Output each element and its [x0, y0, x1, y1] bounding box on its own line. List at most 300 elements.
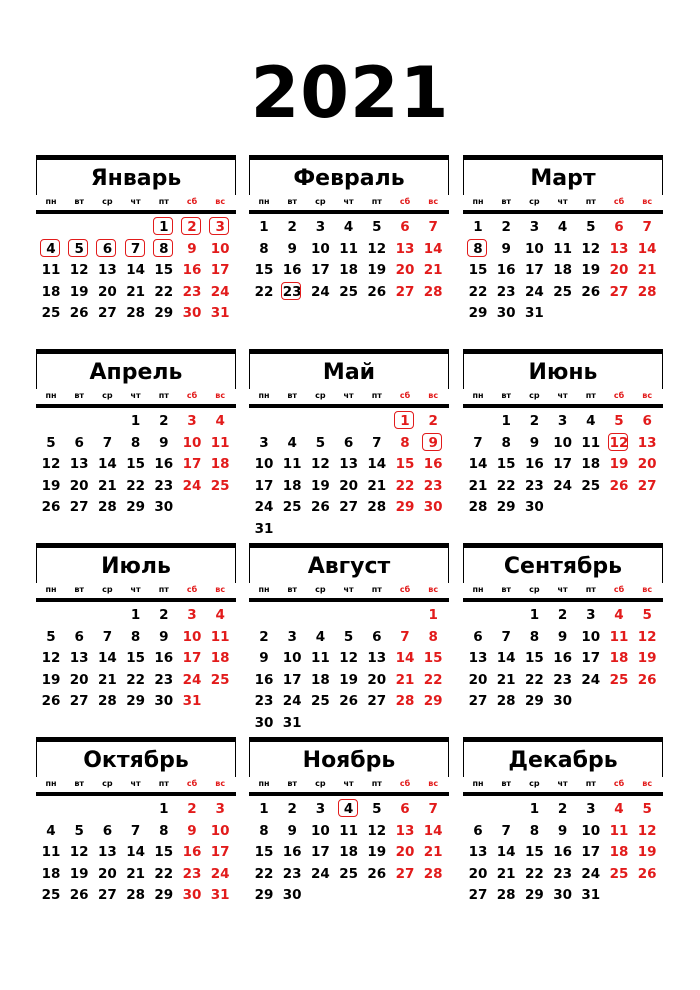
- day-cell: 30: [496, 305, 516, 322]
- day-cell: 11: [553, 240, 572, 257]
- month-name: Январь: [90, 166, 182, 191]
- day-cell: 28: [496, 887, 516, 904]
- weekday-label: вс: [428, 391, 439, 400]
- day-cell: 26: [637, 671, 657, 688]
- day-cell: 1: [391, 412, 419, 430]
- day-cell: 18: [581, 456, 601, 473]
- day-cell: 8: [130, 434, 141, 451]
- day-cell: 22: [154, 283, 174, 300]
- weekday-label: пт: [585, 391, 596, 400]
- weekday-label: ср: [529, 391, 540, 400]
- day-cell: 23: [524, 477, 544, 494]
- day-cell: 27: [468, 887, 488, 904]
- day-cell: 27: [339, 499, 358, 516]
- month-6: [463, 349, 663, 545]
- day-cell: 13: [97, 844, 117, 861]
- day-cell: 31: [581, 887, 601, 904]
- weekday-label: вт: [501, 391, 512, 400]
- day-cell: 8: [529, 628, 540, 645]
- day-cell: 5: [586, 219, 596, 235]
- day-cell: 18: [41, 865, 61, 882]
- day-cell: 10: [524, 240, 544, 257]
- day-cell: 11: [609, 628, 629, 645]
- day-cell: 31: [282, 715, 302, 731]
- day-cell: 10: [581, 628, 601, 645]
- day-cell: 19: [41, 671, 61, 688]
- day-cell: 20: [367, 671, 387, 688]
- day-cell: 5: [74, 822, 84, 839]
- day-cell: 26: [367, 865, 387, 882]
- day-cell: 5: [642, 607, 652, 623]
- day-cell: 18: [339, 262, 358, 279]
- day-cell: 9: [187, 822, 197, 839]
- weekday-label: пн: [472, 585, 484, 594]
- day-cell: 8: [400, 434, 410, 451]
- days-grid: [249, 408, 449, 540]
- day-cell: 21: [395, 671, 415, 688]
- days-grid: [249, 602, 449, 734]
- day-cell: 21: [126, 283, 145, 300]
- day-cell: 8: [259, 240, 269, 257]
- day-cell: 14: [423, 240, 443, 257]
- day-cell: 8: [159, 822, 169, 839]
- day-cell: 10: [581, 822, 601, 839]
- weekday-label: вс: [428, 779, 439, 788]
- day-cell: 21: [423, 262, 443, 279]
- day-cell: 2: [529, 413, 540, 429]
- weekday-label: пт: [158, 779, 169, 788]
- day-cell: 12: [637, 628, 657, 645]
- day-cell: 1: [259, 219, 269, 235]
- weekday-label: ср: [315, 391, 326, 400]
- day-cell: 14: [367, 456, 387, 473]
- day-cell: 31: [210, 887, 230, 904]
- day-cell: 18: [609, 650, 629, 667]
- day-cell: 31: [524, 305, 544, 322]
- day-cell: 19: [609, 456, 629, 473]
- day-cell: 6: [343, 434, 354, 451]
- day-cell: 17: [581, 650, 601, 667]
- day-cell: 13: [609, 240, 629, 257]
- day-cell: 18: [310, 671, 330, 688]
- month-3: [463, 155, 663, 351]
- day-cell: 23: [182, 283, 202, 300]
- day-cell: 19: [367, 262, 387, 279]
- weekday-label: пт: [371, 197, 382, 206]
- weekday-label: чт: [557, 585, 568, 594]
- day-cell: 15: [524, 650, 544, 667]
- days-grid: [249, 796, 449, 928]
- day-cell: 19: [637, 844, 657, 861]
- day-cell: 25: [210, 477, 230, 494]
- day-cell: 29: [126, 693, 145, 710]
- day-cell: 16: [553, 650, 572, 667]
- day-cell: 21: [496, 671, 516, 688]
- day-cell: 15: [154, 844, 174, 861]
- weekday-row: [249, 583, 449, 602]
- day-cell: 18: [210, 650, 230, 667]
- day-cell: 15: [126, 650, 145, 667]
- day-cell: 23: [553, 671, 572, 688]
- day-cell: 18: [609, 844, 629, 861]
- day-cell: 13: [637, 434, 657, 451]
- day-cell: 15: [395, 456, 415, 473]
- days-grid: [463, 796, 663, 928]
- day-cell: 19: [310, 477, 330, 494]
- day-cell: 30: [553, 693, 572, 710]
- weekday-label: ср: [102, 197, 113, 206]
- weekday-label: сб: [613, 391, 625, 400]
- day-cell: 23: [423, 477, 443, 494]
- day-cell: 9: [287, 822, 297, 839]
- day-cell: 21: [126, 865, 145, 882]
- day-cell: 26: [367, 283, 387, 300]
- weekday-label: пн: [258, 197, 270, 206]
- day-cell: 9: [259, 650, 269, 667]
- day-cell: 20: [468, 865, 488, 882]
- day-cell: 11: [41, 844, 61, 861]
- day-cell: 25: [339, 865, 358, 882]
- day-cell: 19: [69, 283, 89, 300]
- day-cell: 11: [41, 262, 61, 279]
- day-cell: 15: [254, 262, 274, 279]
- day-cell: 10: [310, 240, 330, 257]
- weekday-label: вт: [74, 585, 85, 594]
- day-cell: 24: [282, 693, 302, 710]
- weekday-row: [249, 389, 449, 408]
- day-cell: 26: [339, 693, 358, 710]
- day-cell: 25: [41, 887, 61, 904]
- day-cell: 14: [496, 844, 516, 861]
- day-cell: 9: [501, 240, 511, 257]
- day-cell: 17: [310, 262, 330, 279]
- weekday-label: вт: [74, 391, 85, 400]
- month-1: [36, 155, 236, 351]
- weekday-label: ср: [529, 779, 540, 788]
- day-cell: 18: [553, 262, 572, 279]
- day-cell: 16: [524, 456, 544, 473]
- weekday-row: [463, 583, 663, 602]
- day-cell: 31: [182, 693, 202, 710]
- day-cell: 22: [468, 283, 488, 300]
- day-cell: 11: [282, 456, 302, 473]
- day-cell: 3: [187, 413, 197, 429]
- days-grid: [463, 408, 663, 540]
- day-cell: 11: [310, 650, 330, 667]
- weekday-label: сб: [613, 197, 625, 206]
- day-cell: 27: [468, 693, 488, 710]
- day-cell: 30: [154, 499, 174, 516]
- weekday-label: ср: [102, 391, 113, 400]
- day-cell: 18: [282, 477, 302, 494]
- day-cell: 2: [259, 628, 269, 645]
- month-header: [463, 737, 663, 777]
- day-cell: 27: [395, 865, 415, 882]
- day-cell: 6: [473, 822, 483, 839]
- day-cell: 7: [428, 219, 438, 235]
- day-cell: 30: [524, 499, 544, 516]
- day-cell: 10: [182, 434, 202, 451]
- day-cell: 4: [614, 607, 624, 623]
- day-cell: 21: [496, 865, 516, 882]
- day-cell: 9: [159, 434, 169, 451]
- weekday-label: чт: [130, 779, 141, 788]
- day-cell: 12: [339, 650, 358, 667]
- day-cell: 14: [468, 456, 488, 473]
- day-cell: 12: [367, 822, 387, 839]
- day-cell: 26: [69, 305, 89, 322]
- day-cell: 14: [126, 262, 145, 279]
- day-cell: 7: [400, 628, 410, 645]
- day-cell: 29: [524, 693, 544, 710]
- day-cell: 13: [468, 844, 488, 861]
- month-name: Ноябрь: [302, 748, 396, 773]
- day-cell: 17: [210, 262, 230, 279]
- month-header: [249, 543, 449, 583]
- weekday-label: вт: [287, 585, 298, 594]
- weekday-label: сб: [186, 197, 198, 206]
- day-cell: 6: [400, 219, 410, 235]
- day-cell: 24: [210, 865, 230, 882]
- weekday-label: ср: [315, 197, 326, 206]
- day-cell: 10: [210, 822, 230, 839]
- day-cell: 24: [310, 865, 330, 882]
- weekday-label: пт: [371, 779, 382, 788]
- day-cell: 28: [637, 283, 657, 300]
- weekday-label: вс: [428, 585, 439, 594]
- day-cell: 3: [586, 801, 596, 817]
- day-cell: 21: [423, 844, 443, 861]
- day-cell: 6: [473, 628, 483, 645]
- weekday-label: пн: [258, 391, 270, 400]
- day-cell: 8: [150, 240, 178, 258]
- day-cell: 24: [182, 671, 202, 688]
- day-cell: 24: [581, 865, 601, 882]
- month-7: [36, 543, 236, 739]
- day-cell: 27: [69, 693, 89, 710]
- day-cell: 5: [372, 219, 382, 235]
- day-cell: 30: [254, 715, 274, 731]
- day-cell: 6: [400, 801, 410, 817]
- day-cell: 17: [524, 262, 544, 279]
- day-cell: 15: [496, 456, 516, 473]
- day-cell: 7: [473, 434, 483, 451]
- month-name: Август: [307, 554, 391, 579]
- day-cell: 17: [254, 477, 274, 494]
- day-cell: 19: [41, 477, 61, 494]
- day-cell: 28: [367, 499, 387, 516]
- day-cell: 7: [642, 219, 652, 235]
- weekday-label: пт: [158, 585, 169, 594]
- day-cell: 14: [126, 844, 145, 861]
- day-cell: 20: [97, 865, 117, 882]
- day-cell: 28: [468, 499, 488, 516]
- day-cell: 21: [637, 262, 657, 279]
- day-cell: 30: [154, 693, 174, 710]
- day-cell: 21: [97, 671, 117, 688]
- day-cell: 23: [254, 693, 274, 710]
- day-cell: 16: [154, 456, 174, 473]
- day-cell: 8: [501, 434, 511, 451]
- day-cell: 24: [310, 283, 330, 300]
- day-cell: 16: [553, 844, 572, 861]
- weekday-label: пт: [371, 585, 382, 594]
- day-cell: 28: [496, 693, 516, 710]
- month-header: [249, 155, 449, 195]
- day-cell: 28: [395, 693, 415, 710]
- day-cell: 1: [259, 801, 269, 817]
- day-cell: 15: [468, 262, 488, 279]
- day-cell: 3: [215, 801, 225, 817]
- day-cell: 11: [339, 822, 358, 839]
- day-cell: 1: [529, 801, 540, 817]
- weekday-label: пн: [45, 779, 57, 788]
- day-cell: 26: [637, 865, 657, 882]
- weekday-label: пт: [158, 197, 169, 206]
- day-cell: 10: [282, 650, 302, 667]
- day-cell: 12: [69, 844, 89, 861]
- weekday-label: вс: [642, 197, 653, 206]
- day-cell: 14: [97, 456, 117, 473]
- weekday-label: чт: [343, 391, 354, 400]
- day-cell: 3: [206, 218, 234, 236]
- weekday-label: сб: [186, 391, 198, 400]
- day-cell: 13: [468, 650, 488, 667]
- day-cell: 8: [464, 240, 492, 258]
- day-cell: 21: [468, 477, 488, 494]
- day-cell: 4: [614, 801, 624, 817]
- day-cell: 26: [41, 693, 61, 710]
- weekday-label: чт: [130, 391, 141, 400]
- day-cell: 1: [529, 607, 540, 623]
- weekday-label: вт: [501, 585, 512, 594]
- day-cell: 1: [473, 219, 483, 235]
- month-name: Октябрь: [83, 748, 189, 773]
- weekday-label: чт: [557, 391, 568, 400]
- month-name: Июнь: [528, 360, 598, 385]
- day-cell: 7: [102, 434, 113, 451]
- day-cell: 29: [126, 499, 145, 516]
- weekday-label: ср: [102, 585, 113, 594]
- month-11: [249, 737, 449, 933]
- day-cell: 9: [187, 240, 197, 257]
- weekday-label: чт: [557, 197, 568, 206]
- day-cell: 21: [367, 477, 387, 494]
- day-cell: 29: [496, 499, 516, 516]
- day-cell: 24: [524, 283, 544, 300]
- day-cell: 6: [372, 628, 382, 645]
- days-grid: [249, 214, 449, 346]
- weekday-row: [249, 195, 449, 214]
- day-cell: 2: [159, 607, 169, 623]
- day-cell: 15: [254, 844, 274, 861]
- day-cell: 4: [287, 434, 297, 451]
- day-cell: 13: [339, 456, 358, 473]
- weekday-label: вт: [74, 779, 85, 788]
- weekday-row: [36, 389, 236, 408]
- month-12: [463, 737, 663, 933]
- day-cell: 7: [122, 240, 150, 258]
- weekday-label: сб: [399, 197, 411, 206]
- day-cell: 27: [609, 283, 629, 300]
- days-grid: [36, 796, 236, 928]
- weekday-label: чт: [343, 585, 354, 594]
- weekday-label: вт: [501, 779, 512, 788]
- day-cell: 15: [423, 650, 443, 667]
- day-cell: 13: [69, 456, 89, 473]
- day-cell: 12: [41, 456, 61, 473]
- day-cell: 10: [310, 822, 330, 839]
- day-cell: 3: [187, 607, 197, 623]
- day-cell: 29: [254, 887, 274, 904]
- weekday-label: пн: [258, 779, 270, 788]
- weekday-label: пт: [585, 197, 596, 206]
- month-name: Март: [530, 166, 596, 191]
- day-cell: 2: [428, 413, 438, 429]
- weekday-label: сб: [613, 779, 625, 788]
- day-cell: 9: [287, 240, 297, 257]
- day-cell: 3: [586, 607, 596, 623]
- day-cell: 17: [581, 844, 601, 861]
- day-cell: 6: [74, 628, 84, 645]
- day-cell: 18: [210, 456, 230, 473]
- weekday-label: сб: [399, 585, 411, 594]
- weekday-label: пн: [472, 197, 484, 206]
- day-cell: 16: [254, 671, 274, 688]
- month-name: Сентябрь: [503, 554, 623, 579]
- day-cell: 28: [423, 865, 443, 882]
- day-cell: 20: [339, 477, 358, 494]
- month-name: Май: [322, 360, 376, 385]
- day-cell: 25: [41, 305, 61, 322]
- weekday-row: [463, 389, 663, 408]
- day-cell: 12: [581, 240, 601, 257]
- day-cell: 19: [637, 650, 657, 667]
- day-cell: 16: [154, 650, 174, 667]
- day-cell: 2: [178, 218, 206, 236]
- days-grid: [463, 602, 663, 734]
- day-cell: 19: [69, 865, 89, 882]
- day-cell: 24: [254, 499, 274, 516]
- day-cell: 12: [310, 456, 330, 473]
- weekday-label: пн: [472, 391, 484, 400]
- day-cell: 16: [496, 262, 516, 279]
- day-cell: 23: [154, 477, 174, 494]
- day-cell: 17: [282, 671, 302, 688]
- month-2: [249, 155, 449, 351]
- day-cell: 9: [159, 628, 169, 645]
- day-cell: 10: [553, 434, 572, 451]
- day-cell: 9: [557, 628, 568, 645]
- day-cell: 23: [496, 283, 516, 300]
- day-cell: 12: [69, 262, 89, 279]
- day-cell: 22: [126, 477, 145, 494]
- day-cell: 3: [315, 801, 326, 817]
- weekday-label: пт: [585, 585, 596, 594]
- day-cell: 5: [614, 413, 624, 429]
- day-cell: 12: [605, 434, 633, 452]
- weekday-label: пн: [45, 391, 57, 400]
- day-cell: 17: [553, 456, 572, 473]
- day-cell: 4: [215, 607, 225, 623]
- day-cell: 23: [278, 283, 306, 301]
- day-cell: 24: [210, 283, 230, 300]
- day-cell: 25: [310, 693, 330, 710]
- day-cell: 9: [557, 822, 568, 839]
- month-header: [463, 155, 663, 195]
- day-cell: 16: [282, 262, 302, 279]
- month-header: [463, 349, 663, 389]
